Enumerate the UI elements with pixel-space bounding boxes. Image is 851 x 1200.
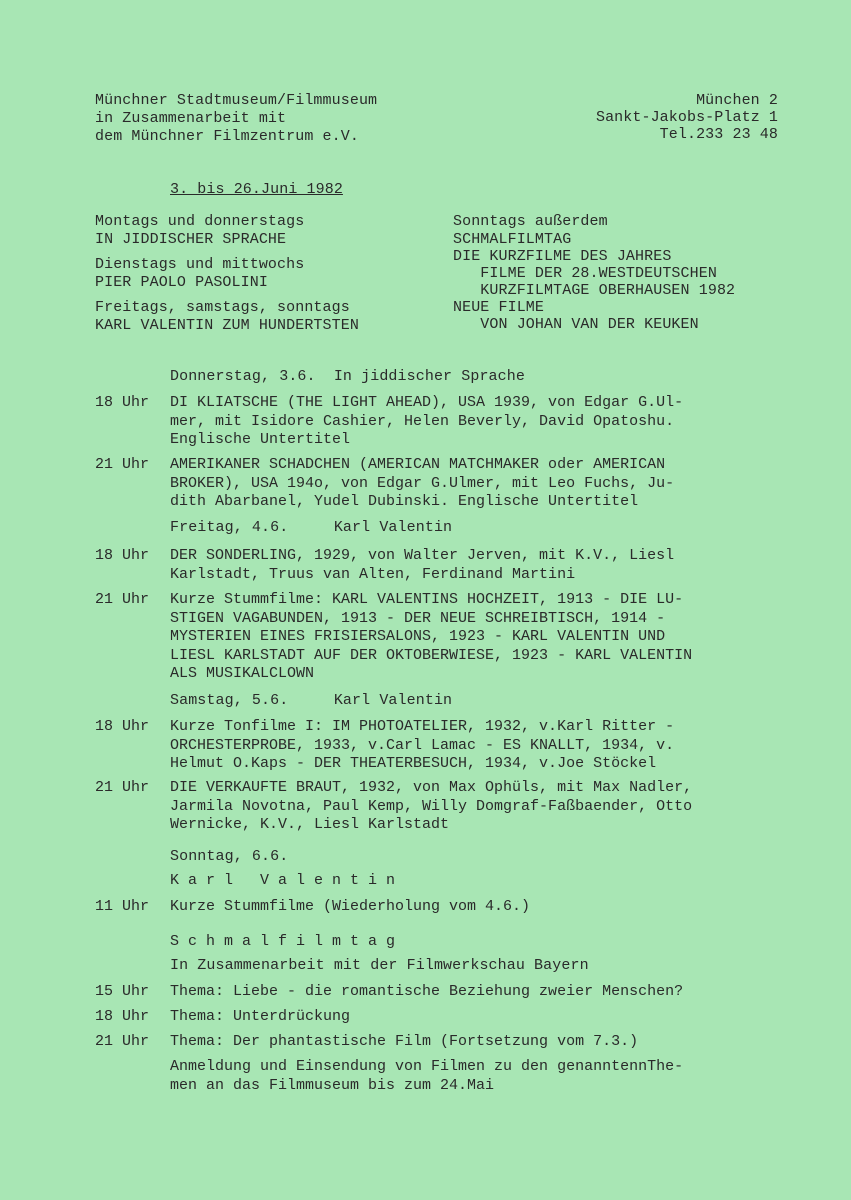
entry-time: 18 Uhr [95,394,150,411]
entry-text [170,779,692,835]
header-right-line-3: Tel.233 23 48 [659,126,778,143]
entry-line: DIE VERKAUFTE BRAUT, 1932, von Max Ophüls, mit Max Nadler, [170,779,693,796]
section-heading-schmalfilmtag: Schmalfilmtag [170,933,405,950]
day-heading-saturday: Samstag, 5.6. Karl Valentin [170,692,453,709]
entry-line: dith Abarbanel, Yudel Dubinski. Englische Untertitel [170,493,639,510]
entry-line: Kurze Tonfilme I: IM PHOTOATELIER, 1932, v.Karl Ritter - [170,718,675,735]
entry-line: Jarmila Novotna, Paul Kemp, Willy Domgraf-Faßbaender, Otto [170,797,693,815]
entry-line: ORCHESTERPROBE, 1933, v.Carl Lamac - ES KNALLT, 1934, v. [170,736,675,754]
entry-line: Helmut O.Kaps - DER THEATERBESUCH, 1934, v.Joe Stöckel [170,755,657,772]
overview-left-1a: Montags und donnerstags [95,213,305,230]
entry-line: ALS MUSIKALCLOWN [170,665,315,682]
overview-left-2a: Dienstags und mittwochs [95,256,305,273]
entry-line: Thema: Der phantastische Film (Fortsetzung vom 7.3.) [170,1033,639,1050]
header-address [596,92,778,143]
entry-time: 18 Uhr [95,1008,150,1025]
entry-time: 11 Uhr [95,898,150,915]
entry-line: AMERIKANER SCHADCHEN (AMERICAN MATCHMAKER oder AMERICAN [170,456,666,473]
entry-line: MYSTERIEN EINES FRISIERSALONS, 1923 - KARL VALENTIN UND [170,628,666,645]
entry-line: Thema: Liebe - die romantische Beziehung zweier Menschen? [170,983,684,1000]
entry-text [170,898,530,917]
entry-text [170,1033,638,1052]
entry-line: Kurze Stummfilme (Wiederholung vom 4.6.) [170,898,531,915]
day-heading-sunday: Sonntag, 6.6. [170,848,289,865]
entry-text [170,1008,350,1027]
footer-note [170,1058,683,1095]
overview-left-3b: KARL VALENTIN ZUM HUNDERTSTEN [95,317,359,334]
date-range: 3. bis 26.Juni 1982 [170,181,343,198]
header-right-line-2: Sankt-Jakobs-Platz 1 [595,109,778,126]
entry-line: DER SONDERLING, 1929, von Walter Jerven, mit K.V., Liesl [170,547,675,564]
day-heading-thursday: Donnerstag, 3.6. In jiddischer Sprache [170,368,525,385]
entry-time: 15 Uhr [95,983,150,1000]
header-left-line-2: in Zusammenarbeit mit [95,110,287,127]
entry-line: BROKER), USA 194o, von Edgar G.Ulmer, mit Leo Fuchs, Ju- [170,474,675,492]
entry-time: 21 Uhr [95,591,150,608]
entry-line: Kurze Stummfilme: KARL VALENTINS HOCHZEIT, 1913 - DIE LU- [170,591,684,608]
header-right-line-1: München 2 [696,92,778,109]
entry-time: 21 Uhr [95,779,150,796]
entry-text [170,983,683,1002]
entry-time: 18 Uhr [95,718,150,735]
entry-line: mer, mit Isidore Cashier, Helen Beverly, David Opatoshu. [170,412,675,430]
entry-line: Wernicke, K.V., Liesl Karlstadt [170,816,450,833]
entry-line: Karlstadt, Truus van Alten, Ferdinand Martini [170,565,576,583]
entry-text [170,394,683,450]
entry-line: DI KLIATSCHE (THE LIGHT AHEAD), USA 1939, von Edgar G.Ul- [170,394,684,411]
day-label: Freitag, 4.6. Karl Valentin [170,519,453,536]
entry-text [170,547,674,584]
overview-right-3: DIE KURZFILME DES JAHRES [453,248,672,265]
section-heading-valentin: Karl Valentin [170,872,405,889]
day-heading-friday [170,519,452,536]
section-subheading: In Zusammenarbeit mit der Filmwerkschau Bayern [170,957,589,974]
overview-right-7: VON JOHAN VAN DER KEUKEN [453,316,699,333]
header-left-line-1: Münchner Stadtmuseum/Filmmuseum [95,92,378,109]
entry-line: STIGEN VAGABUNDEN, 1913 - DER NEUE SCHREIBTISCH, 1914 - [170,609,666,627]
footer-line: men an das Filmmuseum bis zum 24.Mai [170,1076,495,1094]
entry-time: 21 Uhr [95,1033,150,1050]
entry-time: 18 Uhr [95,547,150,564]
overview-right-1: Sonntags außerdem [453,213,608,230]
overview-right-6: NEUE FILME [453,299,545,316]
overview-right-4: FILME DER 28.WESTDEUTSCHEN [453,265,717,282]
overview-right-5: KURZFILMTAGE OBERHAUSEN 1982 [453,282,736,299]
entry-line: Englische Untertitel [170,431,351,448]
overview-right-2: SCHMALFILMTAG [453,231,572,248]
overview-left-2b: PIER PAOLO PASOLINI [95,274,268,291]
entry-line: LIESL KARLSTADT AUF DER OKTOBERWIESE, 1923 - KARL VALENTIN [170,646,693,664]
entry-text [170,591,692,684]
entry-time: 21 Uhr [95,456,150,473]
overview-left-3a: Freitags, samstags, sonntags [95,299,350,316]
overview-left-1b: IN JIDDISCHER SPRACHE [95,231,287,248]
footer-line: Anmeldung und Einsendung von Filmen zu den genanntennThe- [170,1058,684,1075]
header-left-line-3: dem Münchner Filmzentrum e.V. [95,128,359,145]
entry-text [170,718,674,774]
entry-text [170,456,674,512]
entry-line: Thema: Unterdrückung [170,1008,351,1025]
